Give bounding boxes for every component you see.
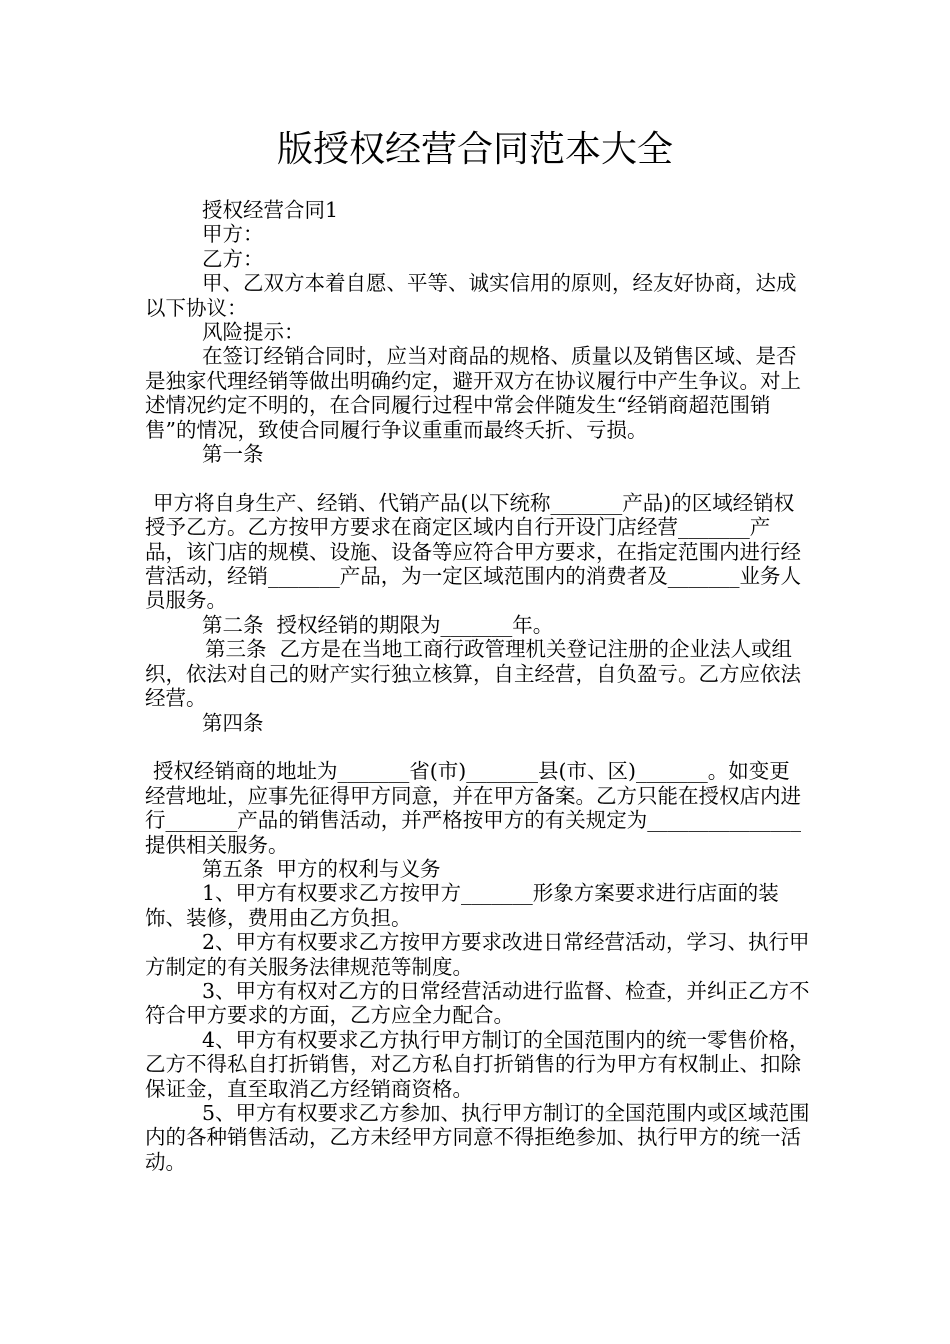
article-4-heading: 第四条 xyxy=(202,710,264,735)
contract-heading: 授权经营合同1 xyxy=(202,198,339,222)
article-2-paragraph: 第二条 授权经销的期限为_______年。 xyxy=(202,612,554,637)
document-title: 版授权经营合同范本大全 xyxy=(276,129,673,170)
document-body xyxy=(145,198,810,1174)
article-1-paragraph: 甲方将自身生产、经销、代销产品(以下统称_______产品)的区域经销权授予乙方。乙方按甲方要求在商定区域内自行开设门店经营_______产品，该门店的规模、设施、设备等应符合甲方要求，在指定范围内进行经营活动，经销_______产品，为一定区域范围内的消费者及_______业务人员服务。 xyxy=(145,490,801,613)
risk-notice-heading: 风险提示： xyxy=(202,320,305,345)
preamble-paragraph: 甲、乙双方本着自愿、平等、诚实信用的原则，经友好协商，达成以下协议： xyxy=(145,271,797,320)
article-5-item-3: 3、甲方有权对乙方的日常经营活动进行监督、检查，并纠正乙方不符合甲方要求的方面，乙方应全力配合。 xyxy=(145,978,810,1028)
article-4-paragraph: 授权经销商的地址为_______省(市)_______县(市、区)_______。如变更经营地址，应事先征得甲方同意，并在甲方备案。乙方只能在授权店内进行_______产品的销售活动，并严格按甲方的有关规定为_______________提供相关服务。 xyxy=(145,759,801,857)
party-b-line: 乙方： xyxy=(202,246,264,271)
article-5-item-2: 2、甲方有权要求乙方按甲方要求改进日常经营活动，学习、执行甲方制定的有关服务法律规范等制度。 xyxy=(145,930,810,979)
party-a-line: 甲方： xyxy=(202,222,264,247)
article-5-item-4: 4、甲方有权要求乙方执行甲方制订的全国范围内的统一零售价格，乙方不得私自打折销售，对乙方私自打折销售的行为甲方有权制止、扣除保证金，直至取消乙方经销商资格。 xyxy=(145,1027,810,1101)
blank-line xyxy=(145,466,810,490)
article-5-heading: 第五条 甲方的权利与义务 xyxy=(202,856,441,881)
risk-notice-paragraph: 在签订经销合同时，应当对商品的规格、质量以及销售区域、是否是独家代理经销等做出明确约定，避开双方在协议履行中产生争议。对上述情况约定不明的，在合同履行过程中常会伴随发生“经销商超范围销售”的情况，致使合同履行争议重重而最终夭折、亏损。 xyxy=(145,344,801,442)
article-5-item-1: 1、甲方有权要求乙方按甲方_______形象方案要求进行店面的装饰、装修，费用由乙方负担。 xyxy=(145,881,779,930)
article-3-paragraph: 第三条 乙方是在当地工商行政管理机关登记注册的企业法人或组织，依法对自己的财产实行独立核算，自主经营，自负盈亏。乙方应依法经营。 xyxy=(145,637,801,711)
blank-line xyxy=(145,735,810,759)
article-1-heading: 第一条 xyxy=(202,442,264,467)
article-5-item-5: 5、甲方有权要求乙方参加、执行甲方制订的全国范围内或区域范围内的各种销售活动，乙方未经甲方同意不得拒绝参加、执行甲方的统一活动。 xyxy=(145,1101,810,1174)
